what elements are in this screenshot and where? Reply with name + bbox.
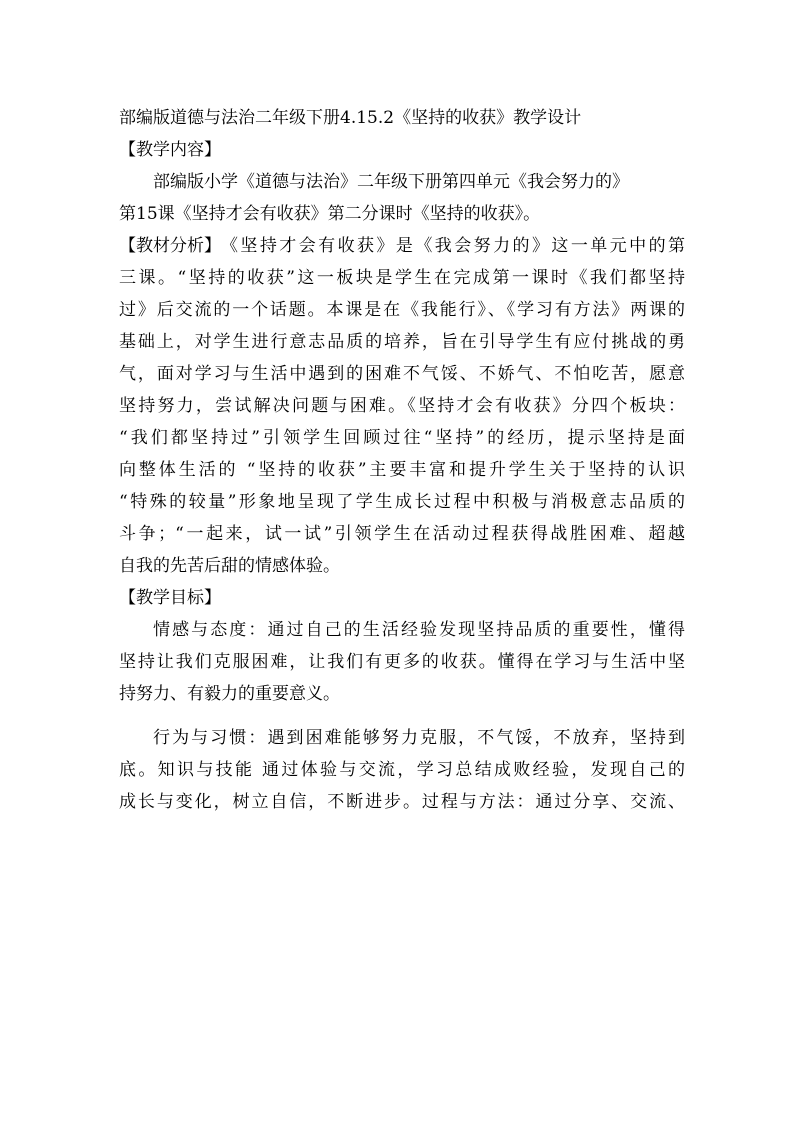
goals-line-5: 底。知识与技能 通过体验与交流，学习总结成败经验，发现自己的 bbox=[119, 760, 685, 780]
analysis-line-9: “特殊的较量”形象地呈现了学生成长过程中积极与消极意志品质的 bbox=[119, 492, 685, 512]
goals-line-3: 持努力、有毅力的重要意义。 bbox=[119, 684, 340, 704]
goals-line-2: 坚持让我们克服困难，让我们有更多的收获。懂得在学习与生活中坚 bbox=[119, 652, 685, 672]
content-line-1: 部编版小学《道德与法治》二年级下册第四单元《我会努力的》 bbox=[153, 172, 629, 192]
analysis-line-10: 斗争；“一起来，试一试”引领学生在活动过程获得战胜困难、超越 bbox=[119, 524, 685, 544]
section-heading-analysis: 【教材分析】 bbox=[119, 236, 221, 256]
analysis-line-2: 三课。“坚持的收获”这一板块是学生在完成第一课时《我们都坚持 bbox=[119, 268, 685, 288]
analysis-line-6: 坚持努力，尝试解决问题与困难。《坚持才会有收获》分四个板块： bbox=[119, 396, 685, 416]
analysis-line-1: 【教材分析】 《坚持才会有收获》是《我会努力的》这一单元中的第 bbox=[119, 230, 685, 262]
goals-line-1: 情感与态度：通过自己的生活经验发现坚持品质的重要性，懂得 bbox=[153, 620, 685, 640]
content-line-2: 第15课《坚持才会有收获》第二分课时《坚持的收获》。 bbox=[119, 204, 541, 224]
analysis-line-3: 过》后交流的一个话题。本课是在《我能行》、《学习有方法》两课的 bbox=[119, 300, 685, 320]
document-title: 部编版道德与法治二年级下册4.15.2《坚持的收获》教学设计 bbox=[119, 108, 582, 128]
analysis-line-11: 自我的先苦后甜的情感体验。 bbox=[119, 556, 340, 576]
document-body bbox=[119, 102, 685, 818]
section-heading-content: 【教学内容】 bbox=[119, 140, 221, 160]
analysis-line-7: “我们都坚持过”引领学生回顾过往“坚持”的经历，提示坚持是面 bbox=[119, 428, 685, 448]
goals-line-4: 行为与习惯：遇到困难能够努力克服，不气馁，不放弃，坚持到 bbox=[153, 728, 685, 748]
analysis-line-8: 向整体生活的 “坚持的收获”主要丰富和提升学生关于坚持的认识 bbox=[119, 460, 685, 480]
analysis-line-5: 气，面对学习与生活中遇到的困难不气馁、不娇气、不怕吃苦，愿意 bbox=[119, 364, 685, 384]
goals-line-6: 成长与变化，树立自信，不断进步。过程与方法：通过分享、交流、 bbox=[119, 792, 685, 812]
section-heading-goals: 【教学目标】 bbox=[119, 588, 221, 608]
paragraph-gap bbox=[119, 710, 685, 722]
analysis-line-4: 基础上，对学生进行意志品质的培养，旨在引导学生有应付挑战的勇 bbox=[119, 332, 685, 352]
